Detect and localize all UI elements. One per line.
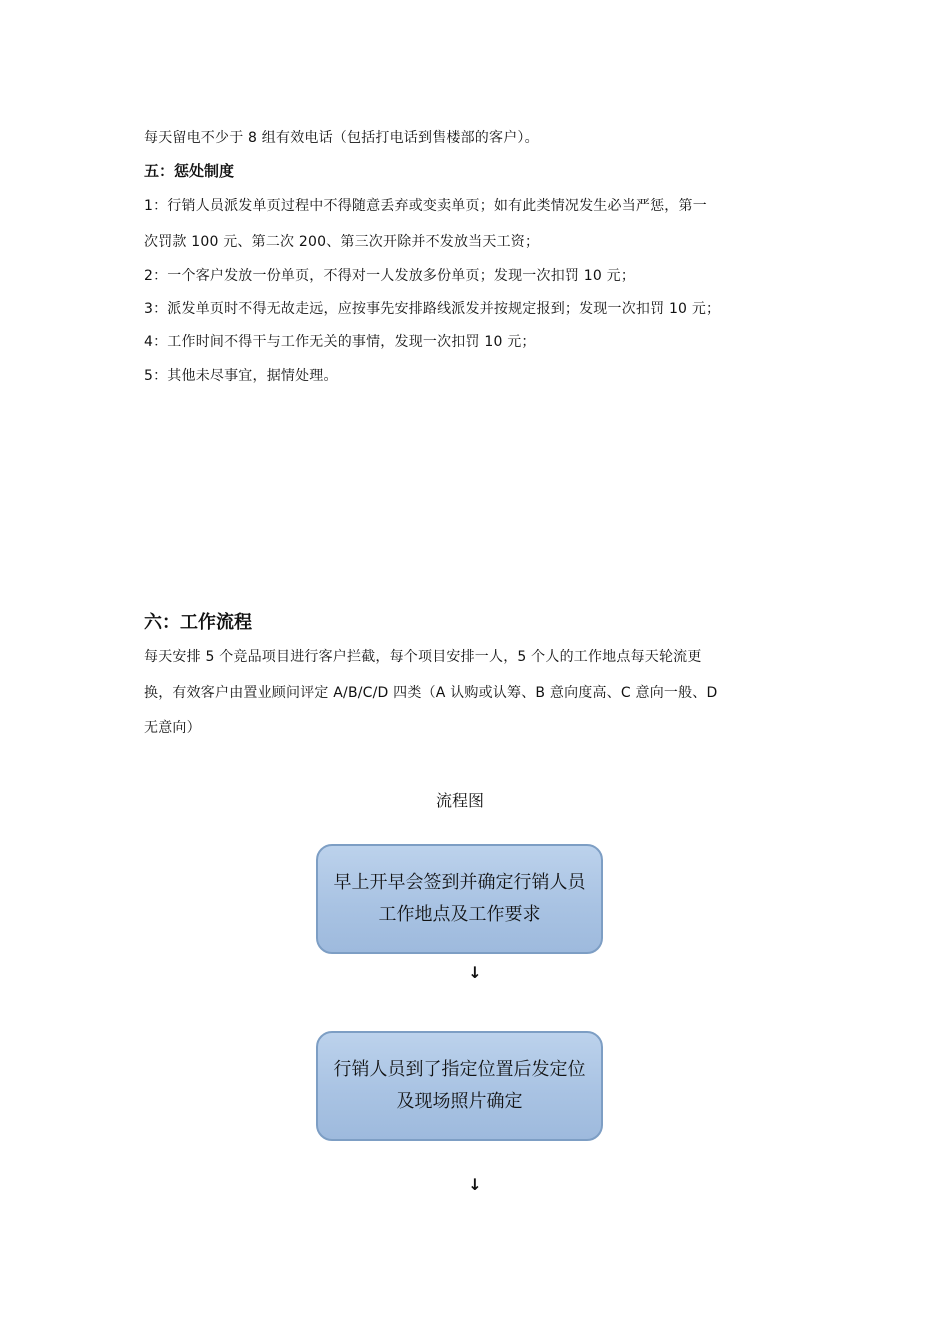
- flowchart-step-text: 早上开早会签到并确定行销人员工作地点及工作要求: [333, 872, 586, 925]
- down-arrow-icon: ↓: [468, 963, 482, 982]
- penalty-rule-line: 5：其他未尽事宜，据情处理。: [144, 368, 338, 384]
- flowchart-step-text: 行销人员到了指定位置后发定位及现场照片确定: [333, 1059, 586, 1112]
- flowchart-step-box: [316, 1031, 603, 1141]
- workflow-text-line: 每天安排 5 个竞品项目进行客户拦截，每个项目安排一人，5 个人的工作地点每天轮流更: [144, 649, 702, 665]
- penalty-rule-line: 4：工作时间不得干与工作无关的事情，发现一次扣罚 10 元；: [144, 334, 536, 350]
- intro-line: 每天留电不少于 8 组有效电话（包括打电话到售楼部的客户）。: [144, 130, 539, 146]
- penalty-rule-line: 3：派发单页时不得无故走远，应按事先安排路线派发并按规定报到；发现一次扣罚 10 元；: [144, 301, 721, 317]
- down-arrow-icon: ↓: [468, 1175, 482, 1194]
- workflow-text-line: 无意向）: [144, 720, 201, 736]
- workflow-text-line: 换，有效客户由置业顾问评定 A/B/C/D 四类（A 认购或认筹、B 意向度高、C 意向一般、D: [144, 685, 718, 701]
- flowchart-step-box: [316, 844, 603, 954]
- penalty-rule-line: 次罚款 100 元、第二次 200、第三次开除并不发放当天工资；: [144, 234, 540, 250]
- section6-title: 六：工作流程: [144, 612, 252, 633]
- flowchart-title: 流程图: [435, 791, 484, 810]
- penalty-rule-line: 1：行销人员派发单页过程中不得随意丢弃或变卖单页；如有此类情况发生必当严惩，第一: [144, 198, 707, 214]
- section5-title: 五：惩处制度: [144, 162, 235, 180]
- penalty-rule-line: 2：一个客户发放一份单页，不得对一人发放多份单页；发现一次扣罚 10 元；: [144, 268, 636, 284]
